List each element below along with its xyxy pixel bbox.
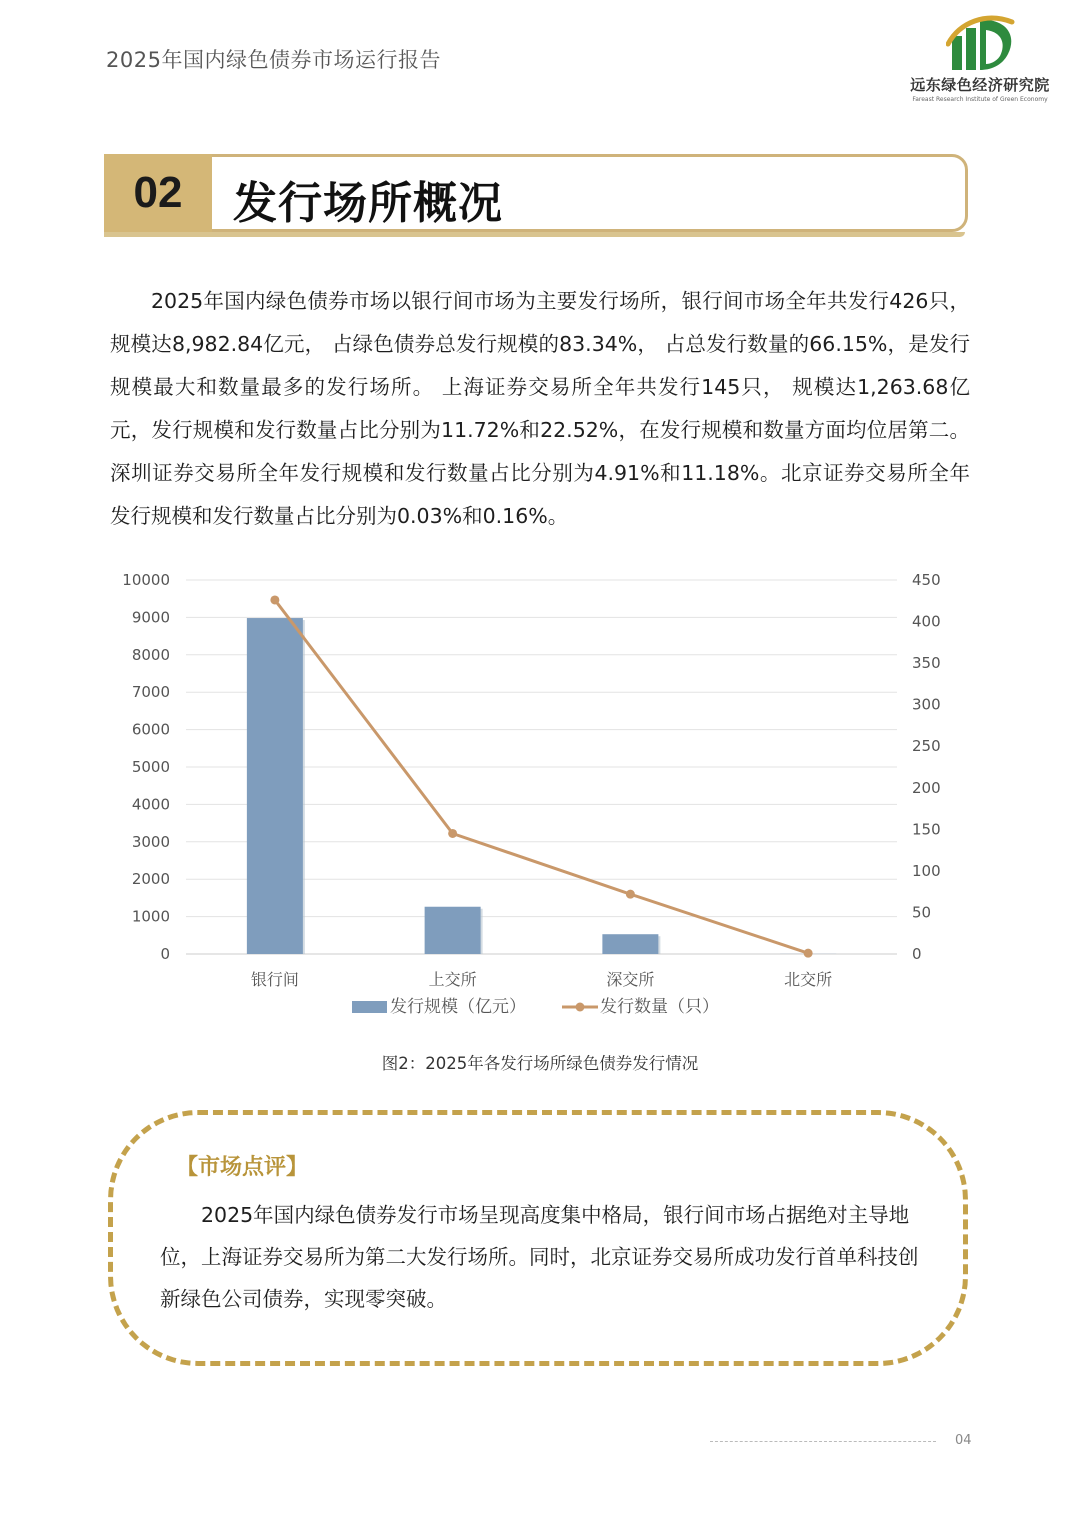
y-right-tick-label: 150 xyxy=(912,820,941,839)
section-number: 02 xyxy=(104,154,212,232)
y-left-tick-label: 9000 xyxy=(131,608,170,627)
x-category-label: 北交所 xyxy=(784,970,833,989)
y-right-tick-label: 250 xyxy=(912,737,941,756)
y-right-tick-label: 300 xyxy=(912,695,941,714)
review-label: 【市场点评】 xyxy=(176,1155,309,1180)
y-left-tick-label: 3000 xyxy=(131,832,170,851)
logo-name-cn: 远东绿色经济研究院 xyxy=(910,76,1050,94)
legend-line-marker xyxy=(576,1003,585,1012)
y-left-tick-label: 0 xyxy=(160,945,170,963)
institute-logo xyxy=(900,14,1060,104)
y-left-tick-label: 4000 xyxy=(131,795,170,814)
line-point-上交所 xyxy=(448,829,457,838)
legend-line-label: 发行数量（只） xyxy=(600,997,719,1017)
y-right-tick-label: 350 xyxy=(912,654,941,673)
y-left-tick-label: 7000 xyxy=(131,683,170,702)
y-right-tick-label: 200 xyxy=(912,778,941,797)
logo-name-en: Fareast Research Institute of Green Economy xyxy=(912,96,1048,103)
issue-count-line xyxy=(275,600,808,953)
legend-bar-swatch xyxy=(352,1001,387,1013)
section-banner xyxy=(104,154,968,232)
y-right-tick-label: 100 xyxy=(912,861,941,880)
bar-深交所 xyxy=(602,934,658,954)
leaf-logo-icon xyxy=(946,14,1018,72)
venue-issuance-chart xyxy=(100,560,980,1040)
y-right-tick-label: 50 xyxy=(912,903,932,922)
report-title: 2025年国内绿色债券市场运行报告 xyxy=(106,48,441,72)
y-left-tick-label: 2000 xyxy=(131,870,170,889)
section-title: 发行场所概况 xyxy=(233,178,503,229)
x-category-label: 上交所 xyxy=(428,970,477,989)
body-paragraph: 2025年国内绿色债券市场以银行间市场为主要发行场所，银行间市场全年共发行426只，规模达8,982.84亿元， 占绿色债券总发行规模的83.34%， 占总发行数量的66.15%，是发行规模最大和数量最多的发行场所。 上海证券交易所全年共发行145只， 规模达1,263.68亿元，发行规模和发行数量占比分别为11.72%和22.52%，在发行规模和数量方面均位居第二。深圳证券交易所全年发行规模和发行数量占比分别为4.91%和11.18%。北京证券交易所全年发行规模和发行数量占比分别为0.03%和0.16%。 xyxy=(110,289,970,528)
footer-divider xyxy=(710,1441,936,1442)
line-point-深交所 xyxy=(626,890,635,899)
y-right-tick-label: 450 xyxy=(912,571,941,589)
x-category-label: 银行间 xyxy=(250,970,299,989)
x-category-label: 深交所 xyxy=(606,970,655,989)
y-right-tick-label: 0 xyxy=(912,945,922,963)
y-left-tick-label: 6000 xyxy=(131,720,170,739)
y-left-tick-label: 8000 xyxy=(131,645,170,664)
line-point-北交所 xyxy=(804,949,813,958)
review-text: 2025年国内绿色债券发行市场呈现高度集中格局，银行间市场占据绝对主导地位，上海证券交易所为第二大发行场所。同时，北京证券交易所成功发行首单科技创新绿色公司债券，实现零突破。 xyxy=(160,1203,919,1311)
y-right-tick-label: 400 xyxy=(912,612,941,631)
y-left-tick-label: 10000 xyxy=(122,571,170,589)
line-point-银行间 xyxy=(270,595,279,604)
bar-银行间 xyxy=(247,618,303,954)
y-left-tick-label: 5000 xyxy=(131,758,170,776)
y-left-tick-label: 1000 xyxy=(131,907,170,926)
page-number: 04 xyxy=(955,1433,972,1448)
figure-caption: 图2：2025年各发行场所绿色债券发行情况 xyxy=(381,1054,699,1073)
bar-上交所 xyxy=(425,907,481,954)
legend-bar-label: 发行规模（亿元） xyxy=(390,997,526,1017)
